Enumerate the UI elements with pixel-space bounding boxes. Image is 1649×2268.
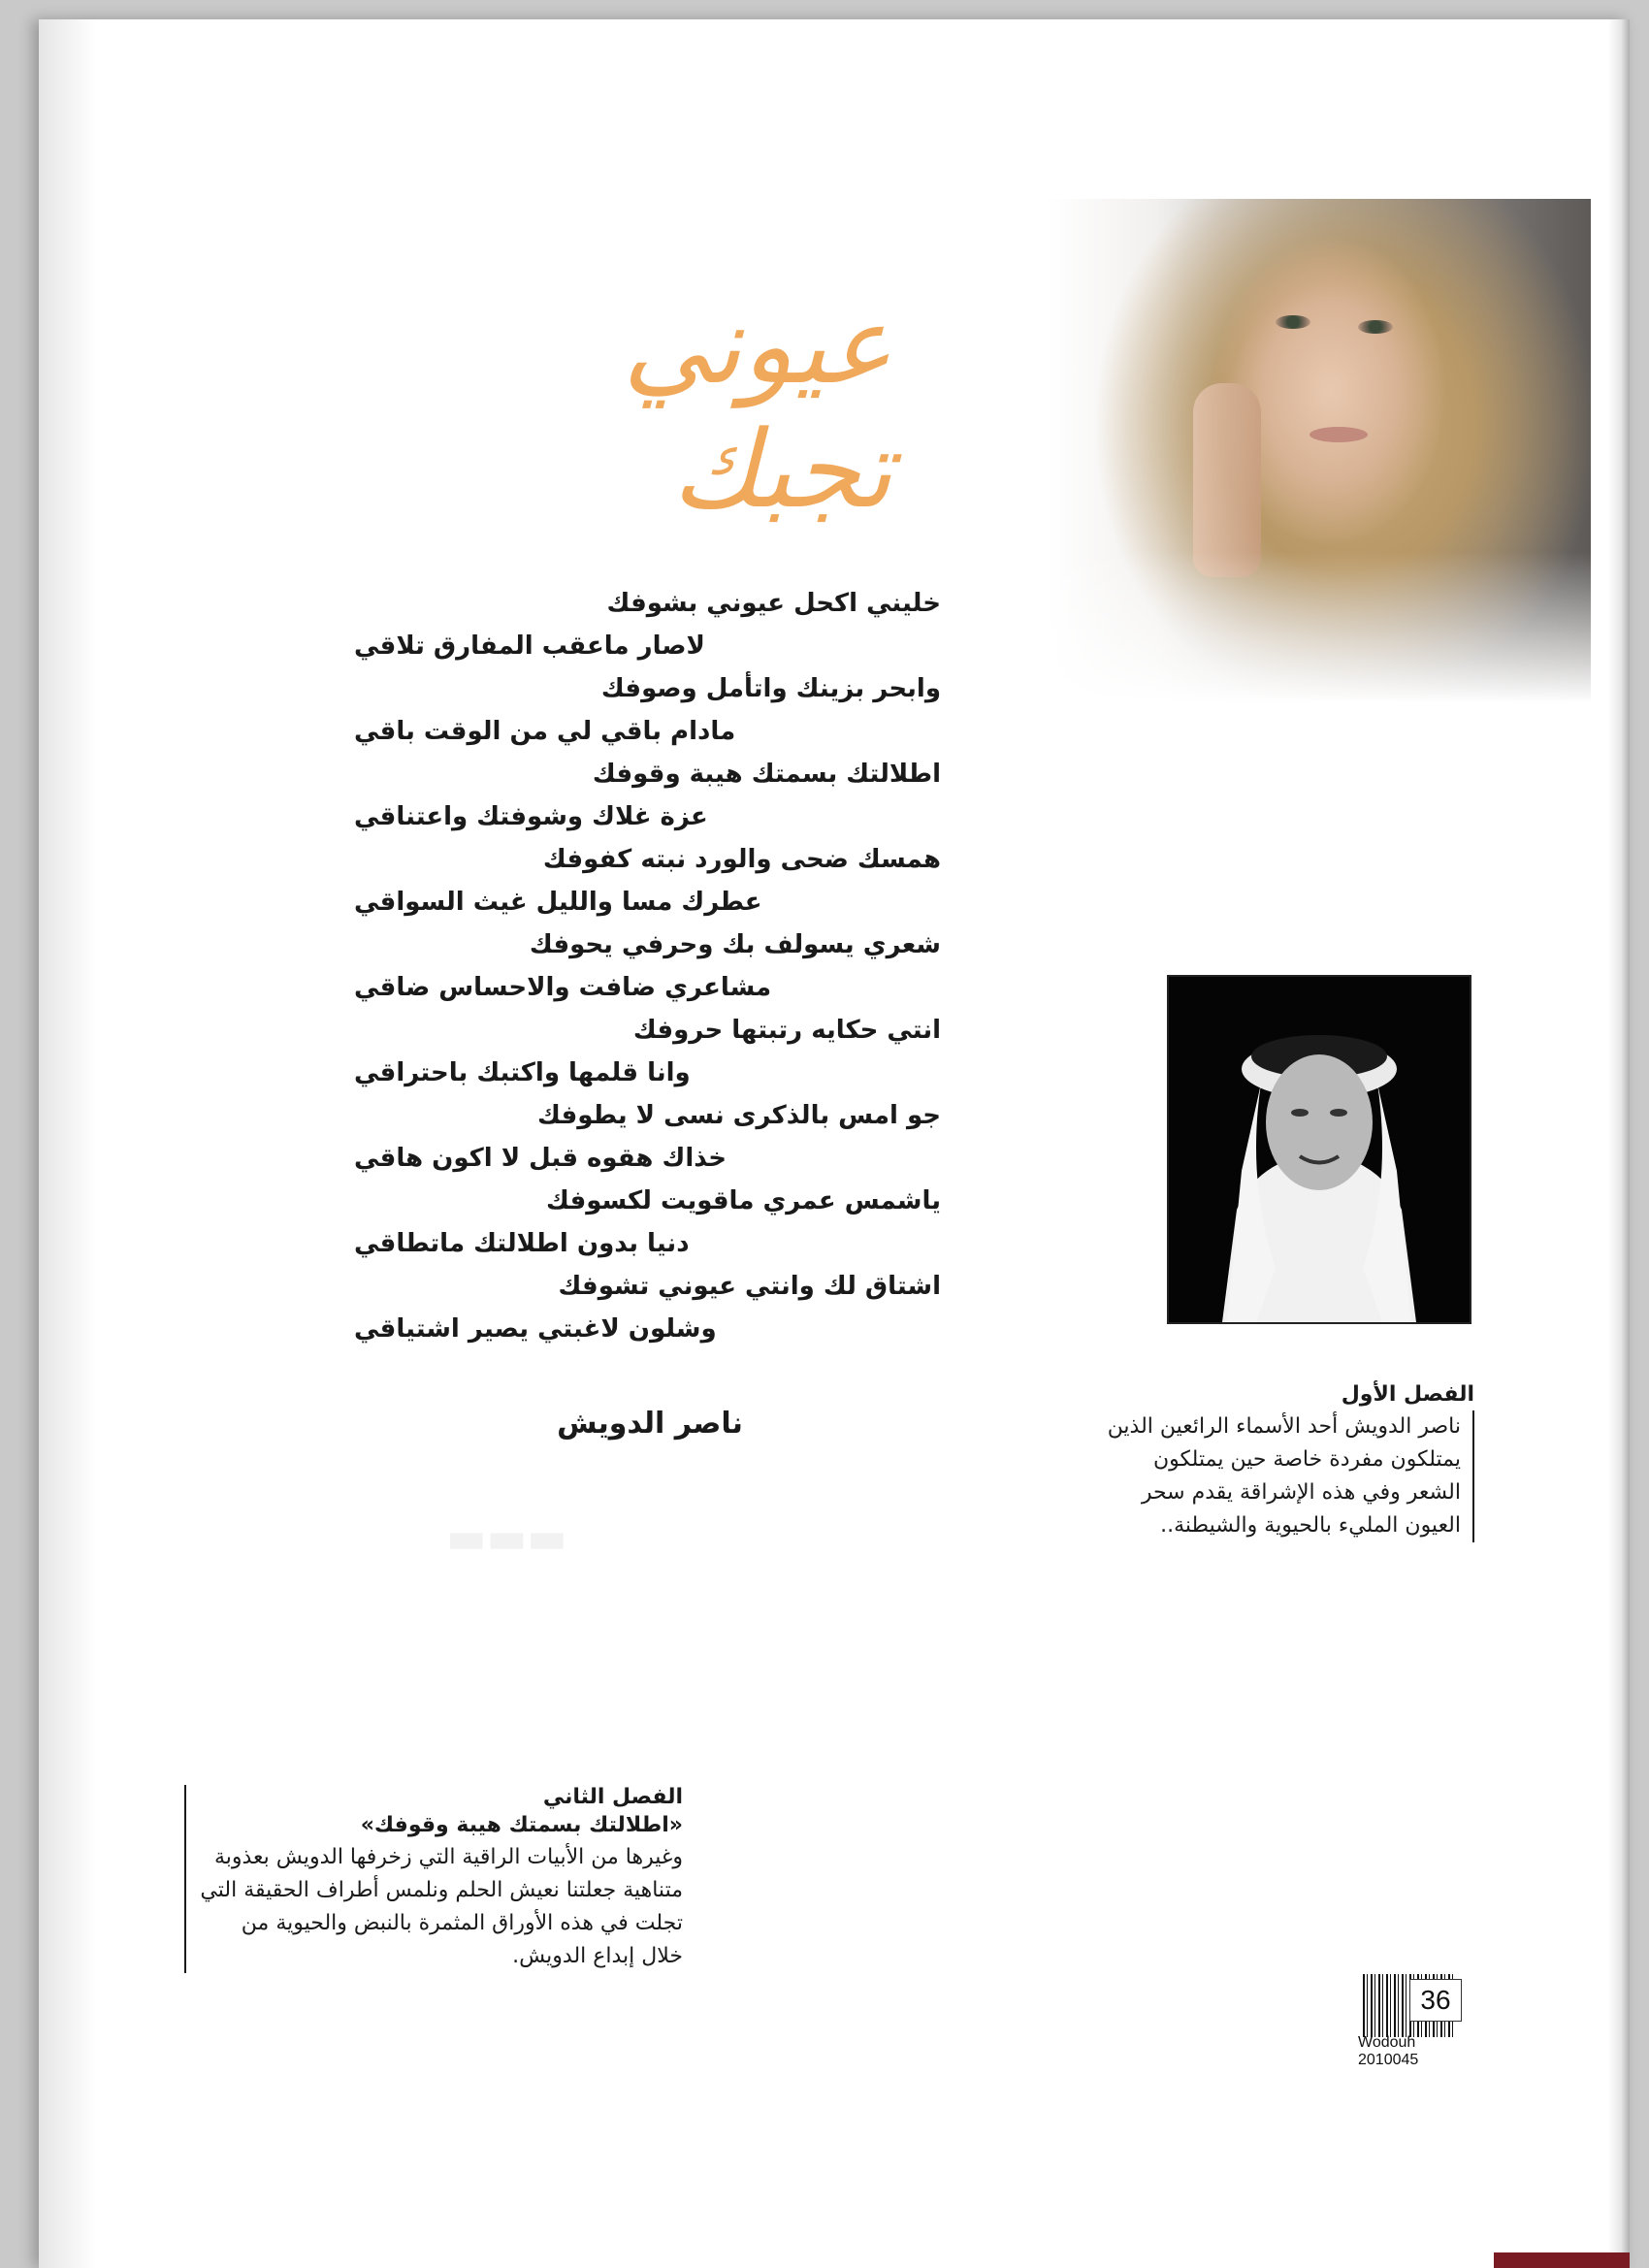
poem-title [427, 283, 892, 532]
poet-name: ناصر الدويش [557, 1407, 743, 1441]
poem-verse-first-half: اشتاق لك وانتي عيوني تشوفك [558, 1272, 941, 1301]
poem-title-text: عيوني تجبك [623, 283, 892, 532]
poem-verse-second-half: عزة غلاك وشوفتك واعتناقي [354, 802, 708, 831]
poem-verse-second-half: وانا قلمها واكتبك باحتراقي [354, 1058, 691, 1087]
poem-verse-first-half: انتي حكايه رتبتها حروفك [632, 1016, 941, 1045]
issue-code: Wodouh 2010045 [1358, 2034, 1419, 2068]
caption-first-body: ناصر الدويش أحد الأسماء الرائعين الذين يمتلكون مفردة خاصة حين يمتلكون الشعر وفي هذه الإشراقة يقدم سحر العيون المليء بالحيوية والشيطنة.. [1106, 1410, 1474, 1542]
caption-first-title: الفصل الأول [1341, 1382, 1474, 1407]
page-edge [1608, 19, 1630, 2268]
poem-verse-first-half: ياشمس عمري ماقويت لكسوفك [546, 1186, 941, 1215]
caption-second-quote: «اطلالتك بسمتك هيبة وقوفك» [360, 1813, 683, 1837]
caption-second-body: وغيرها من الأبيات الراقية التي زخرفها الدويش بعذوبة متناهية جعلتنا نعيش الحلم ونلمس أطراف الحقيقة التي تجلت في هذه الأوراق المثمرة بالنبض والحيوية من خلال إبداع الدويش. [200, 1845, 683, 1968]
poem-verse-second-half: خذاك هقوه قبل لا اكون هاقي [354, 1144, 727, 1173]
poem-verse-second-half: لاصار ماعقب المفارق تلاقي [354, 632, 705, 661]
caption-second-title: الفصل الثاني [542, 1785, 683, 1809]
photo-eye-right [1358, 320, 1393, 334]
page-number: 36 [1409, 1979, 1462, 2022]
poet-portrait [1167, 975, 1471, 1324]
bleed-through-text: ▬▬▬ [446, 1513, 567, 1563]
poem-verse-second-half: وشلون لاغبتي يصير اشتياقي [354, 1314, 717, 1344]
poem-verse-first-half: جو امس بالذكرى نسى لا يطوفك [537, 1101, 941, 1130]
photo-eye-left [1276, 315, 1310, 329]
caption-first [1106, 1382, 1474, 1542]
woman-photo [1048, 199, 1591, 703]
caption-second [184, 1785, 683, 1973]
poem-verse-first-half: اطلالتك بسمتك هيبة وقوفك [592, 760, 941, 789]
poem-verse-second-half: دنيا بدون اطلالتك ماتطاقي [354, 1229, 690, 1258]
page-fold-shadow [39, 19, 97, 2268]
poet-portrait-image [1169, 977, 1470, 1322]
poem-body [344, 582, 951, 1350]
cover-edge [1494, 2252, 1630, 2268]
poem-verse-first-half: خليني اكحل عيوني بشوفك [606, 589, 941, 618]
poem-verse-second-half: عطرك مسا والليل غيث السواقي [354, 888, 762, 917]
poem-verse-first-half: شعري يسولف بك وحرفي يحوفك [529, 930, 941, 959]
photo-lips [1310, 427, 1368, 442]
photo-hand [1193, 383, 1261, 577]
poem-verse-second-half: مادام باقي لي من الوقت باقي [354, 717, 736, 746]
poem-verse-first-half: وابحر بزينك واتأمل وصوفك [600, 674, 941, 703]
poem-verse-first-half: همسك ضحى والورد نبته كفوفك [542, 845, 941, 874]
poem-verse-second-half: مشاعري ضافت والاحساس ضاقي [354, 973, 772, 1002]
